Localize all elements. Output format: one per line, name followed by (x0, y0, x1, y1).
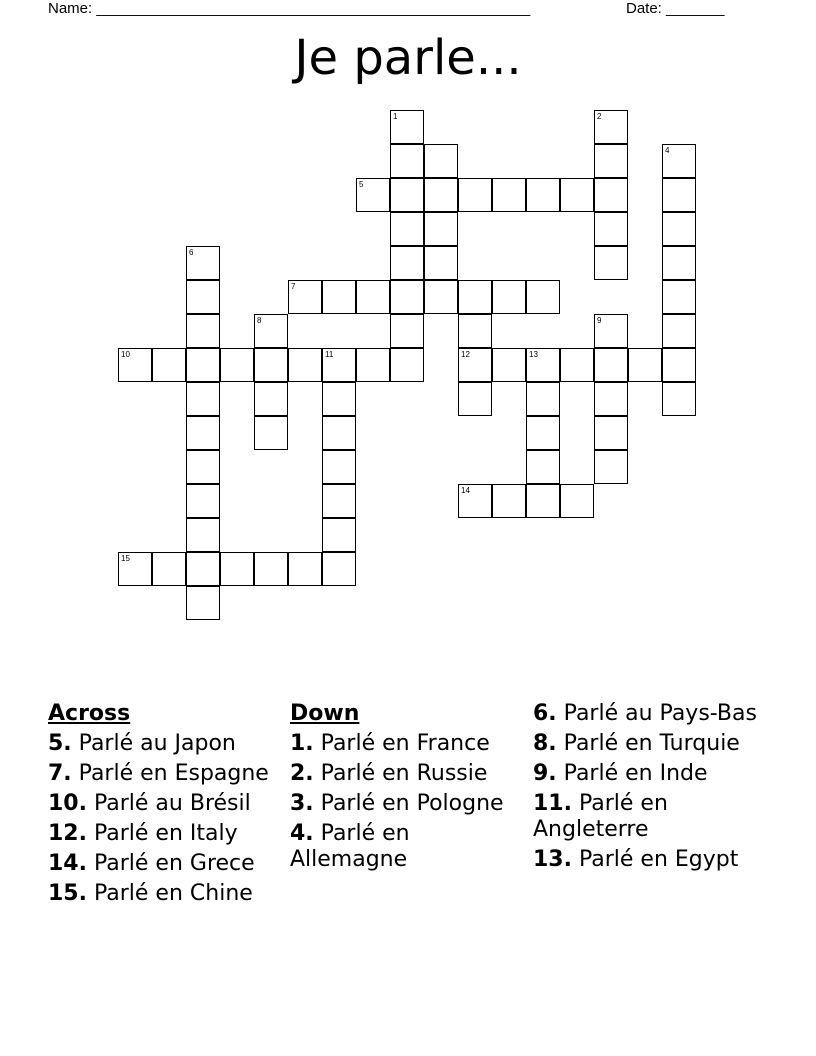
crossword-cell[interactable] (390, 212, 424, 246)
crossword-cell[interactable] (492, 178, 526, 212)
clue-item: 7. Parlé en Espagne (48, 761, 269, 786)
crossword-cell[interactable] (458, 178, 492, 212)
crossword-cell[interactable] (526, 450, 560, 484)
crossword-cell[interactable] (458, 382, 492, 416)
crossword-cell[interactable] (662, 348, 696, 382)
crossword-cell[interactable] (662, 382, 696, 416)
crossword-cell[interactable] (424, 178, 458, 212)
crossword-cell[interactable] (322, 450, 356, 484)
crossword-cell[interactable] (492, 484, 526, 518)
crossword-cell[interactable] (628, 348, 662, 382)
clue-item: 3. Parlé en Pologne (290, 791, 504, 816)
clue-item: 10. Parlé au Brésil (48, 791, 251, 816)
crossword-cell[interactable] (390, 314, 424, 348)
crossword-cell[interactable] (254, 552, 288, 586)
crossword-cell[interactable] (220, 552, 254, 586)
crossword-cell[interactable] (594, 246, 628, 280)
cell-number: 8 (257, 316, 262, 325)
cell-number: 1 (393, 112, 398, 121)
crossword-cell[interactable] (186, 450, 220, 484)
crossword-cell[interactable] (390, 144, 424, 178)
crossword-cell[interactable] (492, 280, 526, 314)
crossword-cell[interactable] (186, 382, 220, 416)
crossword-cell[interactable] (662, 280, 696, 314)
crossword-cell[interactable] (662, 144, 696, 178)
clue-item: 1. Parlé en France (290, 731, 490, 756)
clue-item: 15. Parlé en Chine (48, 881, 253, 906)
crossword-cell[interactable] (322, 484, 356, 518)
crossword-cell[interactable] (560, 348, 594, 382)
crossword-cell[interactable] (254, 348, 288, 382)
crossword-cell[interactable] (220, 348, 254, 382)
crossword-cell[interactable] (356, 348, 390, 382)
crossword-cell[interactable] (594, 314, 628, 348)
crossword-cell[interactable] (594, 144, 628, 178)
crossword-cell[interactable] (526, 382, 560, 416)
down-heading: Down (290, 701, 360, 726)
cell-number: 14 (461, 486, 470, 495)
crossword-cell[interactable] (594, 382, 628, 416)
crossword-cell[interactable] (390, 280, 424, 314)
cell-number: 5 (359, 180, 364, 189)
crossword-cell[interactable] (662, 212, 696, 246)
name-blank[interactable]: ____________________________________________________ (96, 0, 531, 17)
crossword-cell[interactable] (186, 552, 220, 586)
crossword-cell[interactable] (186, 518, 220, 552)
cell-number: 6 (189, 248, 194, 257)
clue-item: 4. Parlé en Allemagne (290, 821, 410, 872)
crossword-cell[interactable] (662, 314, 696, 348)
crossword-cell[interactable] (594, 416, 628, 450)
cell-number: 12 (461, 350, 470, 359)
crossword-cell[interactable] (118, 348, 152, 382)
cell-number: 9 (597, 316, 602, 325)
crossword-cell[interactable] (322, 416, 356, 450)
crossword-cell[interactable] (526, 348, 560, 382)
crossword-cell[interactable] (594, 450, 628, 484)
crossword-cell[interactable] (662, 178, 696, 212)
across-heading: Across (48, 701, 131, 726)
crossword-cell[interactable] (662, 246, 696, 280)
crossword-cell[interactable] (152, 348, 186, 382)
clue-item: 14. Parlé en Grece (48, 851, 255, 876)
crossword-cell[interactable] (254, 416, 288, 450)
crossword-cell[interactable] (560, 178, 594, 212)
crossword-cell[interactable] (458, 280, 492, 314)
crossword-cell[interactable] (390, 178, 424, 212)
crossword-cell[interactable] (186, 246, 220, 280)
clue-item: 6. Parlé au Pays-Bas (533, 701, 757, 726)
crossword-cell[interactable] (492, 348, 526, 382)
down-clues-column-1 (290, 701, 526, 877)
crossword-cell[interactable] (390, 246, 424, 280)
crossword-cell[interactable] (356, 280, 390, 314)
cell-number: 10 (121, 350, 130, 359)
crossword-cell[interactable] (526, 280, 560, 314)
crossword-cell[interactable] (424, 246, 458, 280)
clue-item: 13. Parlé en Egypt (533, 847, 739, 872)
crossword-cell[interactable] (390, 348, 424, 382)
crossword-cell[interactable] (594, 348, 628, 382)
crossword-cell[interactable] (186, 348, 220, 382)
crossword-cell[interactable] (322, 280, 356, 314)
crossword-cell[interactable] (458, 314, 492, 348)
cell-number: 2 (597, 112, 602, 121)
clue-item: 9. Parlé en Inde (533, 761, 708, 786)
crossword-cell[interactable] (526, 178, 560, 212)
clue-item: 12. Parlé en Italy (48, 821, 238, 846)
crossword-cell[interactable] (356, 178, 390, 212)
cell-number: 13 (529, 350, 538, 359)
crossword-cell[interactable] (526, 484, 560, 518)
crossword-cell[interactable] (322, 348, 356, 382)
crossword-cell[interactable] (152, 552, 186, 586)
crossword-cell[interactable] (288, 348, 322, 382)
name-line (48, 0, 530, 17)
crossword-cell[interactable] (322, 382, 356, 416)
crossword-cell[interactable] (186, 586, 220, 620)
crossword-cell[interactable] (424, 212, 458, 246)
crossword-cell[interactable] (390, 110, 424, 144)
crossword-cell[interactable] (424, 280, 458, 314)
crossword-cell[interactable] (322, 518, 356, 552)
cell-number: 7 (291, 282, 296, 291)
page-title: Je parle... (294, 30, 522, 86)
crossword-cell[interactable] (526, 416, 560, 450)
across-clues (48, 701, 284, 911)
cell-number: 11 (325, 350, 334, 359)
crossword-cell[interactable] (288, 552, 322, 586)
clue-item: 11. Parlé en Angleterre (533, 791, 668, 842)
name-label: Name: (48, 0, 93, 17)
crossword-cell[interactable] (594, 212, 628, 246)
crossword-cell[interactable] (458, 484, 492, 518)
cell-number: 4 (665, 146, 670, 155)
cell-number: 15 (121, 554, 130, 563)
crossword-cell[interactable] (186, 416, 220, 450)
down-clues-column-2 (533, 701, 769, 877)
date-label: Date: (626, 0, 662, 17)
crossword-cell[interactable] (186, 484, 220, 518)
date-line (626, 0, 724, 17)
clue-item: 2. Parlé en Russie (290, 761, 488, 786)
clue-item: 8. Parlé en Turquie (533, 731, 740, 756)
crossword-cell[interactable] (594, 110, 628, 144)
crossword-cell[interactable] (560, 484, 594, 518)
date-blank[interactable]: _______ (666, 0, 725, 17)
crossword-cell[interactable] (254, 382, 288, 416)
crossword-cell[interactable] (594, 178, 628, 212)
clue-item: 5. Parlé au Japon (48, 731, 236, 756)
crossword-cell[interactable] (186, 280, 220, 314)
crossword-cell[interactable] (254, 314, 288, 348)
crossword-cell[interactable] (186, 314, 220, 348)
crossword-cell[interactable] (118, 552, 152, 586)
crossword-cell[interactable] (322, 552, 356, 586)
crossword-cell[interactable] (458, 348, 492, 382)
crossword-cell[interactable] (424, 144, 458, 178)
crossword-cell[interactable] (288, 280, 322, 314)
